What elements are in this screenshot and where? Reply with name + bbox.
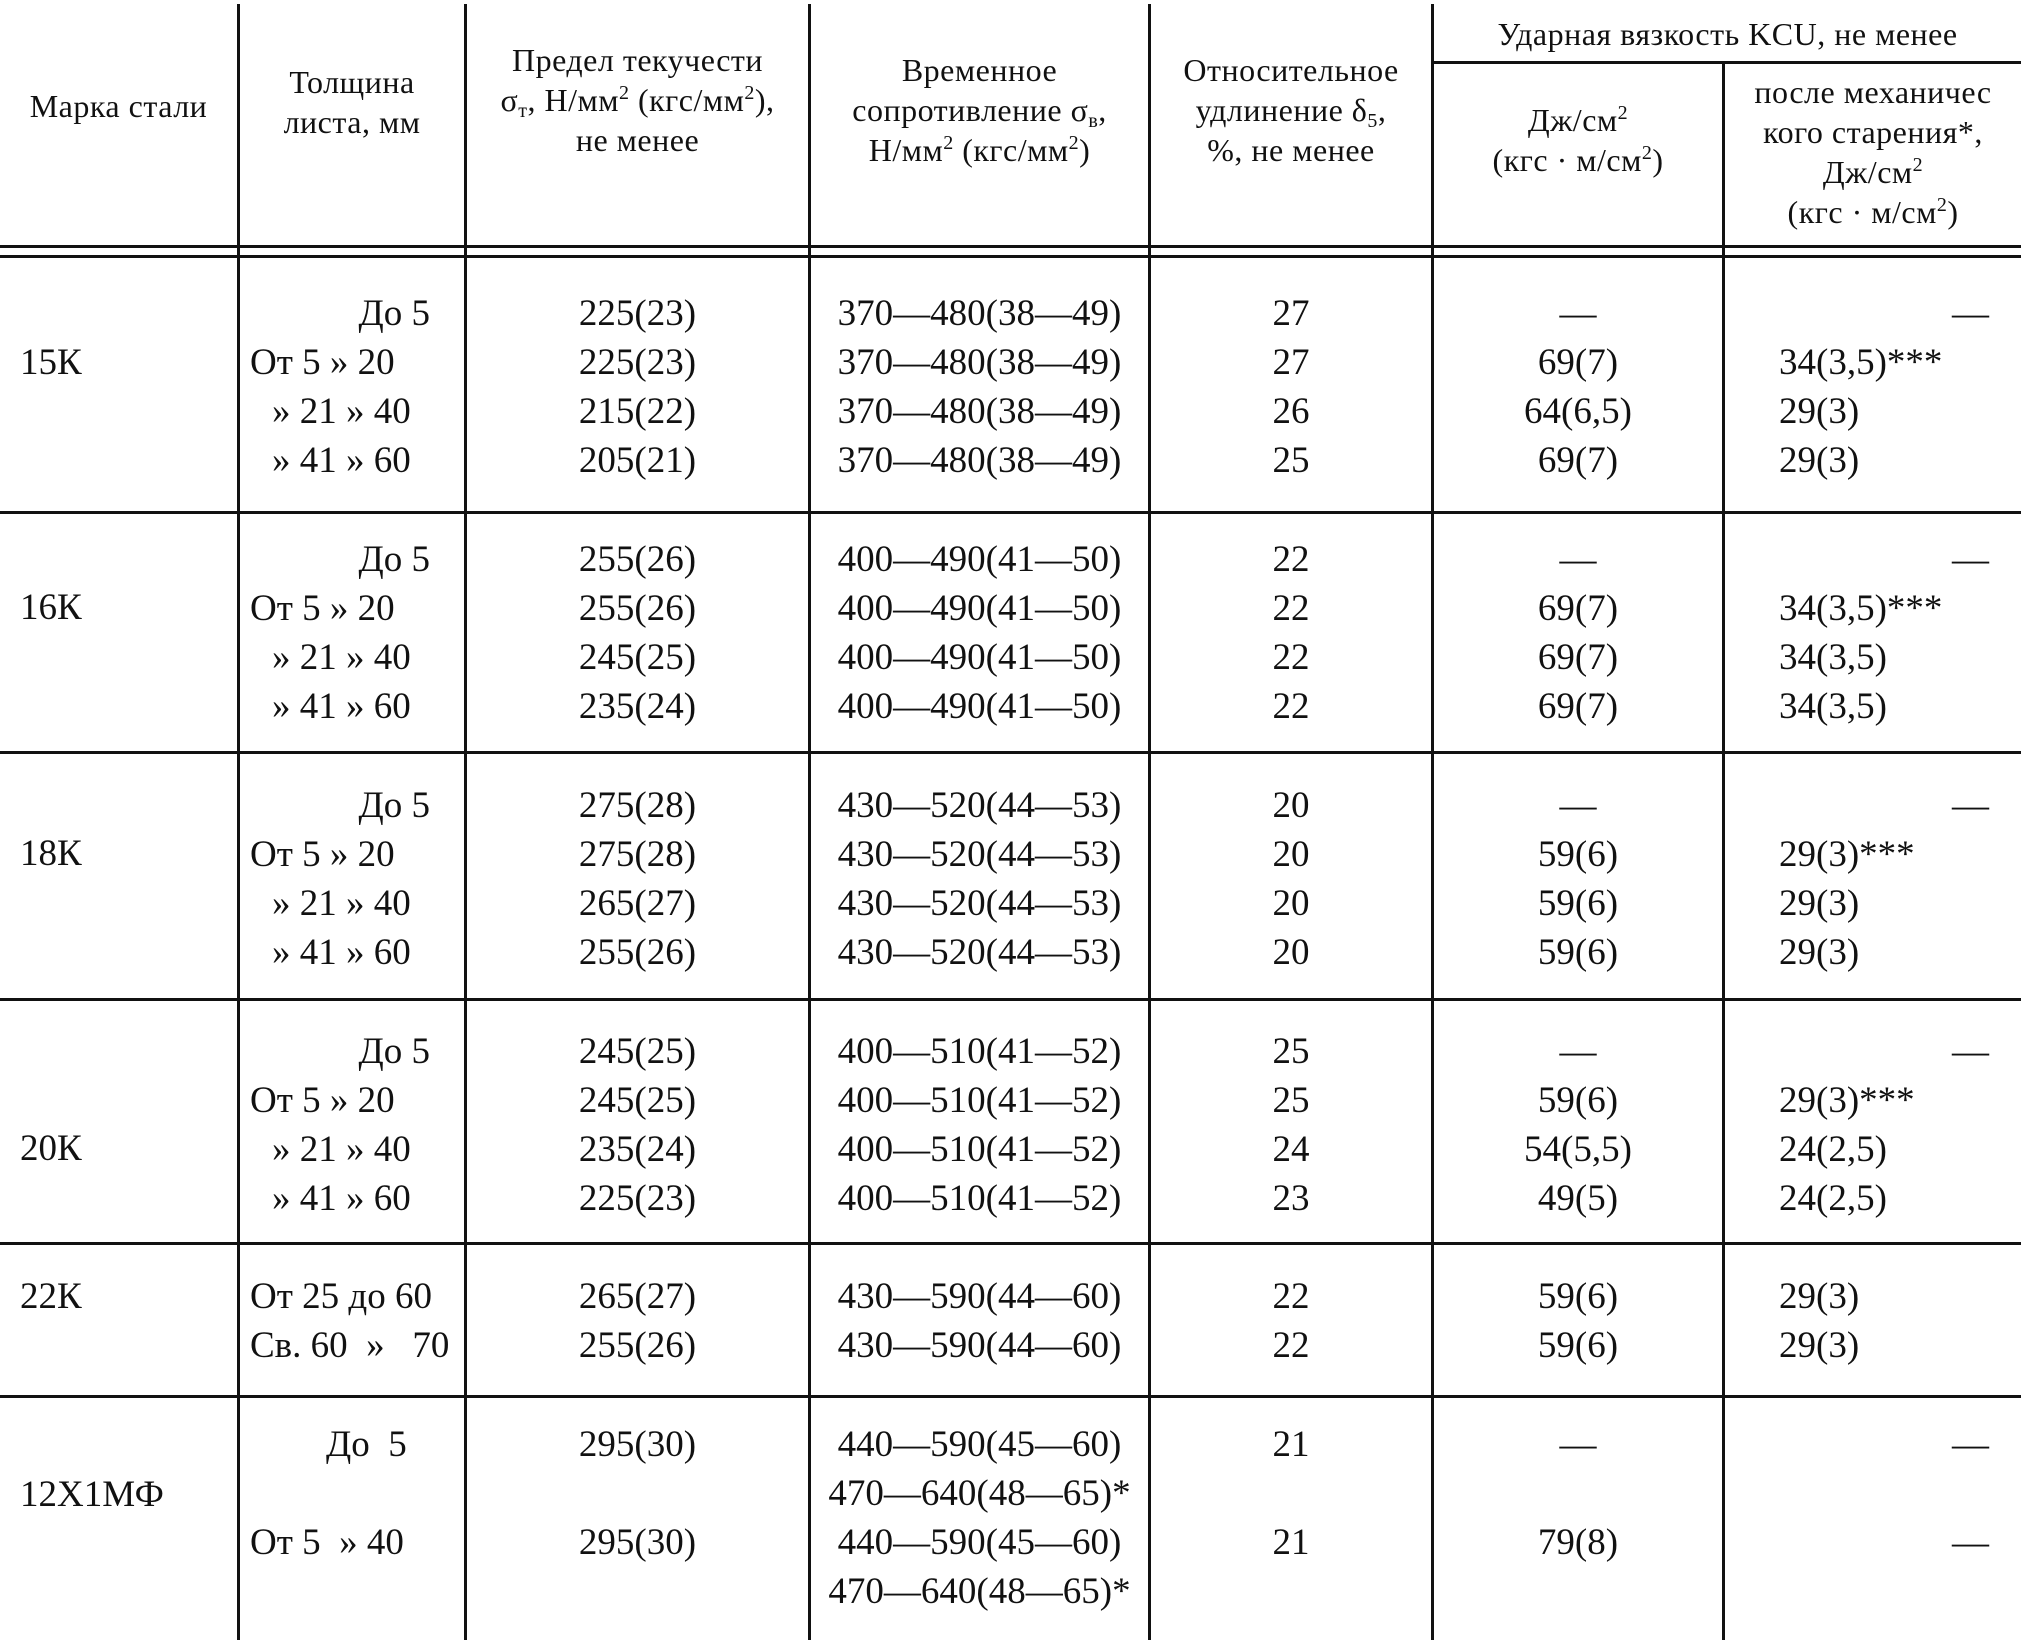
yield-cell: 225(23) 225(23) 215(22) 205(21): [578, 293, 697, 481]
tensile-cell: 430—520(44—53) 430—520(44—53) 430—520(44—53) 430—520(44—53): [837, 785, 1122, 973]
kcu-cell: — 79(8): [1537, 1424, 1619, 1563]
group-divider: [0, 1242, 2021, 1245]
group-divider: [0, 751, 2021, 754]
yield-cell: 245(25) 245(25) 235(24) 225(23): [578, 1031, 697, 1219]
thickness-cell: До 5 От 5 » 40: [250, 1424, 407, 1563]
aged-cell: — 29(3)*** 29(3) 29(3): [1779, 785, 1989, 973]
header-subdivider: [1431, 61, 2021, 64]
group-divider: [0, 511, 2021, 514]
grade-label: 16К: [20, 587, 82, 628]
tensile-cell: 400—490(41—50) 400—490(41—50) 400—490(41—50) 400—490(41—50): [837, 539, 1122, 727]
thickness-cell: До 5 От 5 » 20 » 21 » 40 » 41 » 60: [250, 1031, 430, 1219]
tensile-cell: 440—590(45—60) 470—640(48—65)* 440—590(45—60) 470—640(48—65)*: [828, 1424, 1131, 1612]
yield-cell: 295(30) 295(30): [578, 1424, 697, 1563]
header-rule-bottom: [0, 255, 2021, 258]
header-grade: Марка стали: [29, 88, 208, 124]
elongation-cell: 22 22 22 22: [1272, 539, 1310, 727]
grade-label: 12Х1МФ: [20, 1474, 164, 1515]
thickness-cell: До 5 От 5 » 20 » 21 » 40 » 41 » 60: [250, 539, 430, 727]
kcu-cell: — 59(6) 54(5,5) 49(5): [1524, 1031, 1632, 1219]
kcu-cell: — 69(7) 69(7) 69(7): [1537, 539, 1619, 727]
aged-cell: 29(3) 29(3): [1779, 1276, 1860, 1366]
tensile-cell: 370—480(38—49) 370—480(38—49) 370—480(38—49) 370—480(38—49): [837, 293, 1122, 481]
grade-label: 20К: [20, 1128, 82, 1169]
thickness-cell: До 5 От 5 » 20 » 21 » 40 » 41 » 60: [250, 293, 430, 481]
grade-label: 22К: [20, 1276, 82, 1317]
elongation-cell: 27 27 26 25: [1272, 293, 1310, 481]
elongation-cell: 25 25 24 23: [1272, 1031, 1310, 1219]
aged-cell: — 34(3,5)*** 29(3) 29(3): [1779, 293, 1989, 481]
grade-label: 15К: [20, 342, 82, 383]
header-yield: Предел текучести $\sigma_т$, $Н/мм^2$ $(кгс/мм^2)$, не менее: [500, 42, 775, 158]
header-impact: Ударная вязкость KCU, не менее: [1497, 16, 1958, 52]
header-impact-aged: после механичес кого старения*, $Дж/см^2$ $(кгс \cdot м/см^2)$: [1754, 74, 1992, 230]
group-divider: [0, 1395, 2021, 1398]
elongation-cell: 22 22: [1272, 1276, 1310, 1366]
header-tensile: Временное сопротивление $\sigma_в$, $Н/мм^2$ $(кгс/мм^2)$: [852, 52, 1107, 168]
header-impact-kcu: $Дж/см^2$ $(кгс \cdot м/см^2)$: [1492, 102, 1664, 178]
thickness-cell: От 25 до 60 Св. 60 » 70: [250, 1276, 450, 1366]
thickness-cell: До 5 От 5 » 20 » 21 » 40 » 41 » 60: [250, 785, 430, 973]
header-thickness: Толщина листа, мм: [283, 64, 421, 140]
grade-label: 18К: [20, 833, 82, 874]
header-rule-top: [0, 245, 2021, 248]
aged-cell: — —: [1952, 1424, 1989, 1563]
yield-cell: 255(26) 255(26) 245(25) 235(24): [578, 539, 697, 727]
elongation-cell: 21 21: [1272, 1424, 1310, 1563]
aged-cell: — 29(3)*** 24(2,5) 24(2,5): [1779, 1031, 1989, 1219]
yield-cell: 275(28) 275(28) 265(27) 255(26): [578, 785, 697, 973]
kcu-cell: 59(6) 59(6): [1537, 1276, 1619, 1366]
yield-cell: 265(27) 255(26): [578, 1276, 697, 1366]
tensile-cell: 400—510(41—52) 400—510(41—52) 400—510(41—52) 400—510(41—52): [837, 1031, 1122, 1219]
elongation-cell: 20 20 20 20: [1272, 785, 1310, 973]
aged-cell: — 34(3,5)*** 34(3,5) 34(3,5): [1779, 539, 1989, 727]
group-divider: [0, 998, 2021, 1001]
kcu-cell: — 59(6) 59(6) 59(6): [1537, 785, 1619, 973]
tensile-cell: 430—590(44—60) 430—590(44—60): [837, 1276, 1122, 1366]
header-elongation: Относительное удлинение $\delta_5$, %, не менее: [1183, 52, 1399, 168]
kcu-cell: — 69(7) 64(6,5) 69(7): [1524, 293, 1632, 481]
